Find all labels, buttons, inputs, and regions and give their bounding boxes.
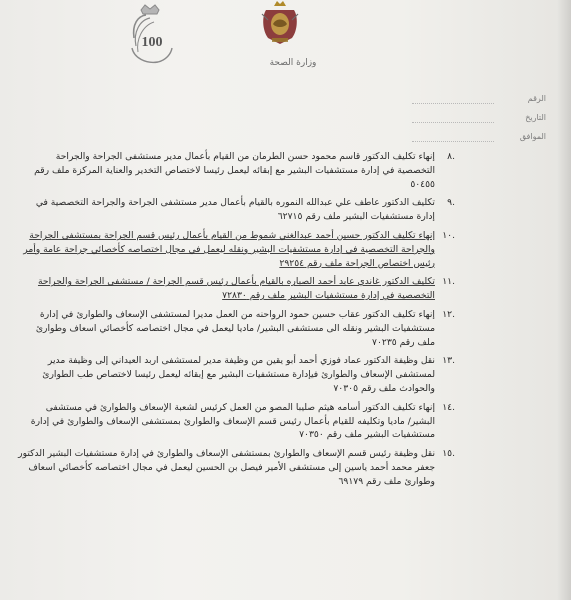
item-number: ١٥. — [442, 448, 455, 460]
meta-row-corresponding — [412, 130, 552, 148]
meta-row-number — [412, 92, 552, 110]
document-meta — [412, 92, 552, 149]
item-text: إنهاء تكليف الدكتور قاسم محمود حسن الطرمان من القيام بأعمال مدير مستشفى الجراحة والجراحة التخصصية في إدارة مستشفيات البشير مع إبقائه ليعمل رئيسا لاختصاص التخدير والعناية المركزة ملف رقم ٥٠٤٥٥ — [34, 151, 435, 190]
item-text: تكليف الدكتور عاطف علي عبدالله النموره بالقيام بأعمال مدير مستشفى الجراحة والجراحة التخصصية في إدارة مستشفيات البشير ملف رقم ٦٢٧١٥ — [35, 197, 435, 223]
item-number: ١٤. — [442, 401, 455, 413]
decision-item — [18, 354, 453, 395]
decision-item — [18, 308, 453, 349]
meta-label-corresponding: الموافق — [519, 132, 546, 141]
decision-item — [18, 196, 453, 224]
meta-label-date: التاريخ — [525, 113, 546, 122]
meta-line-corresponding — [412, 141, 494, 142]
centenary-number: 100 — [141, 35, 163, 50]
meta-row-date — [412, 111, 552, 129]
coat-of-arms-emblem — [258, 0, 302, 46]
decision-item — [18, 150, 453, 191]
decision-item — [18, 229, 453, 270]
meta-label-number: الرقم — [527, 94, 546, 103]
centenary-100-logo — [124, 2, 176, 68]
page-edge-shadow — [557, 0, 571, 600]
item-number: ١٢. — [442, 308, 455, 320]
ministry-name: وزارة الصحة — [269, 58, 317, 68]
meta-line-date — [412, 122, 494, 123]
item-text: إنهاء تكليف الدكتور عقاب حسين حمود الرواحنه من العمل مديرا لمستشفى الإسعاف والطوارئ في إدارة مستشفيات البشير ونقله الى مستشفى البشير/ ماديا ليعمل في مجال اختصاصه كأخصائي اسعاف وطوارئ ملف رقم ٧٠٢٣٥ — [35, 308, 435, 348]
item-number: ٨. — [447, 151, 455, 162]
meta-line-number — [412, 103, 494, 104]
item-text: إنهاء تكليف الدكتور أسامه هيثم صليبا المصو من العمل كرئيس لشعبة الإسعاف والطوارئ في مستشفى البشير/ ماديا وتكليفه للقيام بأعمال رئيس قسم الإسعاف والطوارئ بمستشفى الإسعاف والطوارئ في إدارة مستشفيات البشير ملف رقم ٧٠٣٥٠ — [30, 401, 435, 441]
item-number: ١١. — [442, 276, 455, 288]
decision-items-list — [18, 150, 453, 494]
item-number: ١٠. — [442, 229, 455, 241]
item-text: إنهاء تكليف الدكتور حسين أحمد عبدالغني شموط من القيام بأعمال رئيس قسم الجراحة بمستشفى الجراحة والجراحة التخصصية في إدارة مستشفيات البشير ونقله ليعمل في مجال اختصاصه كأخصائي جراحة عامة وأمر رئيس اختصاص الجراحة ملف رقم ٢٩٢٥٤ — [23, 229, 435, 269]
decision-item — [18, 401, 453, 442]
item-number: ١٣. — [442, 355, 455, 367]
decision-item — [18, 275, 453, 303]
item-text: نقل وظيفة رئيس قسم الإسعاف والطوارئ بمستشفى الإسعاف والطوارئ في إدارة مستشفيات البشير الدكتور جعفر محمد أحمد ياسين إلى مستشفى الأمير فيصل بن الحسين ليعمل في مجال اختصاصه كأخصائي اسعاف وطوارئ ملف رقم ٦٩١٧٩ — [18, 448, 435, 487]
item-text: نقل وظيفة الدكتور عماد فوزي أحمد أبو يقين من وظيفة مدير لمستشفى اربد العيداني إلى وظيفة مدير لمستشفى الإسعاف والطوارئ فيإدارة مستشفيات البشير مع إبقائه ليعمل رئيسا لاختصاص طب الطوارئ والحوادث ملف رقم ٧٠٣٠٥ — [42, 355, 435, 394]
item-text: تكليف الدكتور غاندي عابد أحمد الصباره بالقيام بأعمال رئيس قسم الجراحة / مستشفى الجراحة والجراحة التخصصية في إدارة مستشفيات البشير ملف رقم ٧٢٨٣٠ — [37, 276, 435, 302]
item-number: ٩. — [447, 197, 455, 209]
decision-item — [18, 447, 453, 488]
